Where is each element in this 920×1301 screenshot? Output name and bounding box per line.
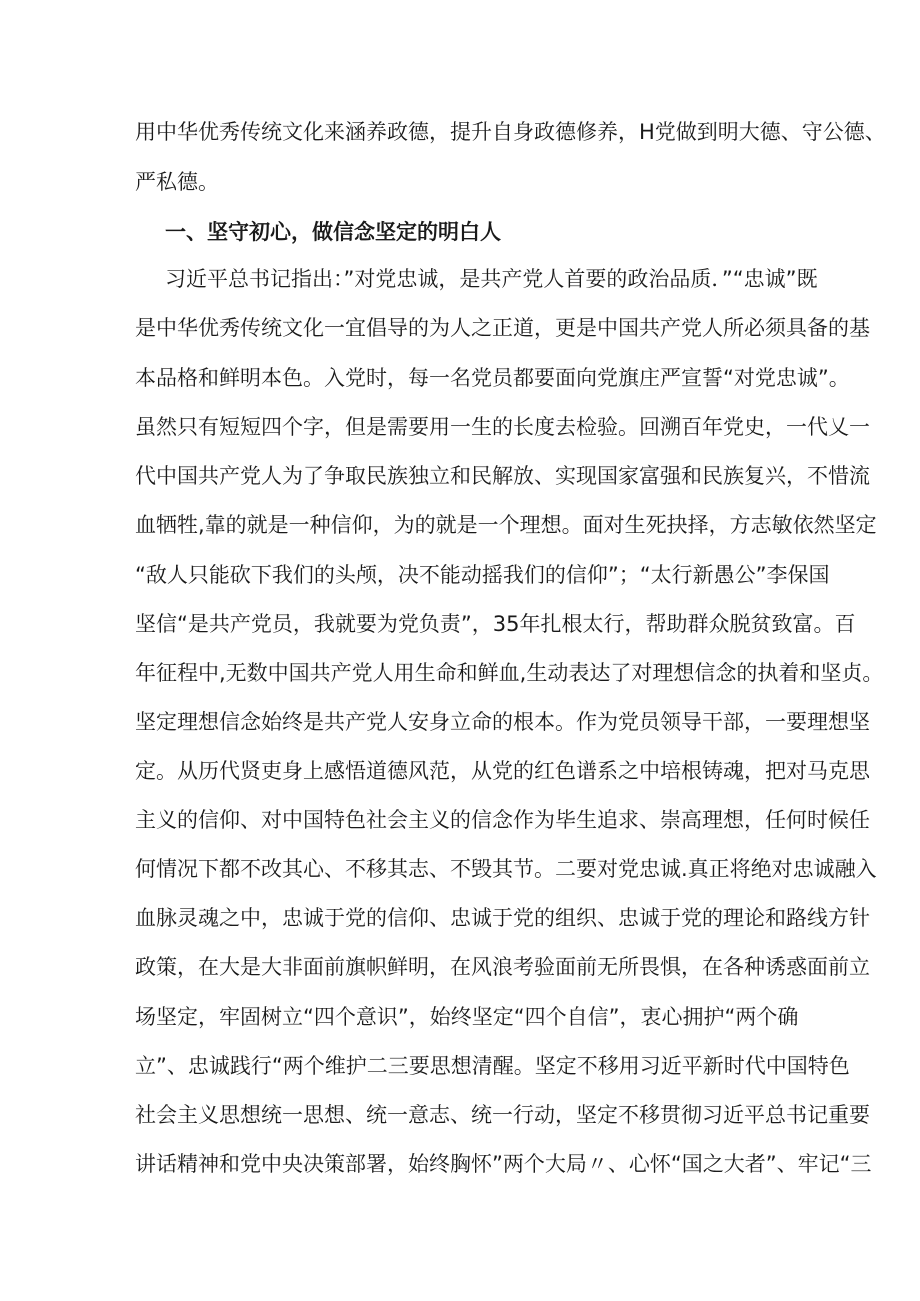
text-line: 坚信“是共产党员，我就要为党负责”，35年扎根太行，帮助群众脱贫致富。百 — [135, 612, 856, 636]
text-line: 是中华优秀传统文化一宜倡导的为人之正道，更是中国共产党人所必须具备的基 — [135, 316, 870, 340]
text-line: 讲话精神和党中央决策部署，始终胸怀”两个大局〃、心怀“国之大者”、牢记“三 — [135, 1152, 872, 1176]
text-line: 用中华优秀传统文化来涵养政德，提升自身政德修养，H党做到明大德、守公德、 — [135, 120, 886, 144]
text-line: 本品格和鲜明本色。入党时，每一名党员都要面向党旗庄严宣誓“对党忠诚”。 — [135, 366, 850, 390]
text-line: 血脉灵魂之中，忠诚于党的信仰、忠诚于党的组织、忠诚于党的理论和路线方针 — [135, 906, 870, 930]
text-line: 社会主义思想统一思想、统一意志、统一行动，坚定不移贯彻习近平总书记重要 — [135, 1103, 870, 1127]
text-line: 场坚定，牢固树立“四个意识”，始终坚定“四个自信”，衷心拥护“两个确 — [135, 1005, 799, 1029]
section-heading: 一、坚守初心，做信念坚定的明白人 — [165, 220, 501, 244]
text-line: 何情况下都不改其心、不移其志、不毁其节。二要对党忠诚.真正将绝对忠诚融入 — [135, 857, 877, 881]
text-line: 代中国共产党人为了争取民族独立和民解放、实现国家富强和民族复兴，不惜流 — [135, 464, 870, 488]
text-line: 坚定理想信念始终是共产党人安身立命的根本。作为党员领导干部，一要理想坚 — [135, 710, 870, 734]
text-line: 定。从历代贤吏身上感悟道德风范，从党的红色谱系之中培根铸魂，把对马克思 — [135, 759, 870, 783]
text-line: 年征程中,无数中国共产党人用生命和鲜血,生动表达了对理想信念的执着和坚贞。 — [135, 661, 884, 685]
text-line: 主义的信仰、对中国特色社会主义的信念作为毕生追求、崇高理想，任何时候任 — [135, 808, 870, 832]
text-line: 习近平总书记指出：”对党忠诚，是共产党人首要的政治品质．”“忠诚”既 — [165, 267, 818, 291]
text-line: 严私德。 — [135, 170, 219, 194]
text-line: “敌人只能砍下我们的头颅，决不能动摇我们的信仰”；“太行新愚公”李保国 — [135, 563, 830, 587]
text-line: 政策，在大是大非面前旗帜鲜明，在风浪考验面前无所畏惧，在各种诱惑面前立 — [135, 955, 870, 979]
text-line: 血牺牲,靠的就是一种信仰，为的就是一个理想。面对生死抉择，方志敏依然坚定 — [135, 513, 877, 537]
text-line: 立”、忠诚践行“两个维护二三要思想清醒。坚定不移用习近平新时代中国特色 — [135, 1054, 850, 1078]
text-line: 虽然只有短短四个字，但是需要用一生的长度去检验。回溯百年党史，一代乂一 — [135, 415, 870, 439]
